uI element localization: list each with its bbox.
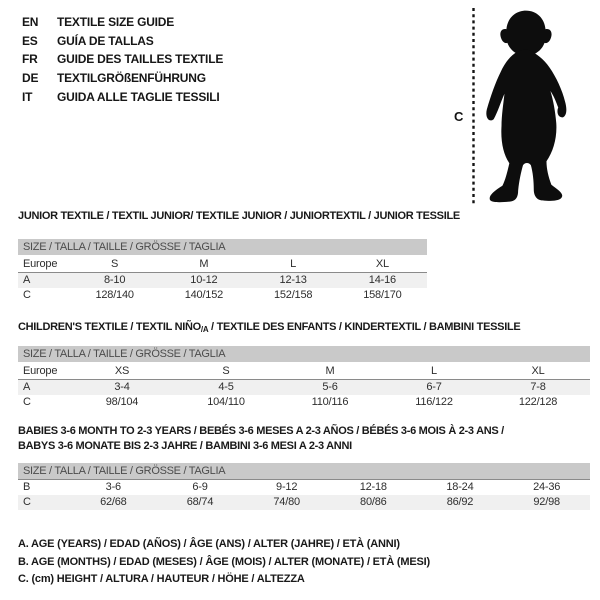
language-label: GUIDE DES TAILLES TEXTILE <box>57 52 224 67</box>
table-row <box>18 480 590 496</box>
table-cell: 12-18 <box>359 481 387 493</box>
toddler-silhouette-icon <box>480 7 568 204</box>
table-cell: 152/158 <box>273 289 313 301</box>
row-label: A <box>18 273 70 289</box>
table-row <box>18 395 590 410</box>
table-row <box>18 288 427 303</box>
language-row-en <box>22 13 223 32</box>
language-label: GUÍA DE TALLAS <box>57 33 154 48</box>
table-cell: 86/92 <box>417 495 504 510</box>
babies-size-table <box>18 463 590 510</box>
table-cell: M <box>278 363 382 380</box>
language-code: EN <box>22 15 39 30</box>
table-cell: M <box>159 256 248 273</box>
language-row-de <box>22 69 223 88</box>
table-cell: 8-10 <box>70 273 159 289</box>
row-label: C <box>18 495 70 510</box>
legend-notes <box>18 536 430 589</box>
table-cell: 80/86 <box>330 495 417 510</box>
table-cell: 128/140 <box>95 289 134 301</box>
table-cell: 10-12 <box>159 273 248 289</box>
row-label: Europe <box>18 363 70 380</box>
language-code: ES <box>22 33 38 48</box>
row-label: C <box>23 289 31 301</box>
table-cell: XL <box>338 256 427 273</box>
table-cell: 14-16 <box>338 273 427 289</box>
table-cell: L <box>382 363 486 380</box>
table-row <box>18 256 427 273</box>
table-cell: 7-8 <box>486 380 590 396</box>
language-code: IT <box>22 89 33 104</box>
row-label: A <box>18 380 70 396</box>
table-row <box>18 363 590 380</box>
table-cell: 122/128 <box>518 396 558 408</box>
table-cell: 5-6 <box>278 380 382 396</box>
babies-section-title <box>18 424 596 454</box>
table-cell: 92/98 <box>503 495 590 510</box>
language-label: TEXTILGRÖßENFÜHRUNG <box>57 71 206 86</box>
table-cell: XL <box>486 363 590 380</box>
note-height-cm: C. (cm) HEIGHT / ALTURA / HAUTEUR / HÖHE / ALTEZZA <box>18 573 305 586</box>
table-cell: 74/80 <box>243 495 330 510</box>
language-row-es <box>22 32 223 51</box>
language-label: TEXTILE SIZE GUIDE <box>57 15 175 30</box>
table-cell: 6-9 <box>192 481 208 493</box>
table-cell: 140/152 <box>184 289 224 301</box>
table-cell: S <box>70 256 159 273</box>
size-header-bar: SIZE / TALLA / TAILLE / GRÖSSE / TAGLIA <box>18 239 427 256</box>
table-cell: S <box>174 363 278 380</box>
language-code: FR <box>22 52 38 67</box>
children-section-title <box>18 321 520 334</box>
table-cell: 98/104 <box>105 396 139 408</box>
table-cell: 62/68 <box>70 495 157 510</box>
table-cell: 18-24 <box>446 481 474 493</box>
row-label: Europe <box>18 256 70 273</box>
row-label: B <box>23 481 31 493</box>
table-cell: L <box>249 256 338 273</box>
table-cell: XS <box>70 363 174 380</box>
title-part: / TEXTILE DES ENFANTS / KINDERTEXTIL / BAMBINI TESSILE <box>208 321 521 333</box>
table-cell: 158/170 <box>363 289 402 301</box>
title-part: CHILDREN'S TEXTILE / TEXTIL NIÑO <box>18 321 201 333</box>
table-cell: 9-12 <box>276 481 298 493</box>
table-cell: 110/116 <box>311 396 349 408</box>
table-row <box>18 495 590 510</box>
junior-section-title: JUNIOR TEXTILE / TEXTIL JUNIOR/ TEXTILE JUNIOR / JUNIORTEXTIL / JUNIOR TESSILE <box>18 210 460 222</box>
size-header-bar: SIZE / TALLA / TAILLE / GRÖSSE / TAGLIA <box>18 346 590 363</box>
note-age-months: B. AGE (MONTHS) / EDAD (MESES) / ÂGE (MOIS) / ALTER (MONATE) / ETÀ (MESI) <box>18 555 430 568</box>
table-cell: 12-13 <box>249 273 338 289</box>
note-age-years: A. AGE (YEARS) / EDAD (AÑOS) / ÂGE (ANS) / ALTER (JAHRE) / ETÀ (ANNI) <box>18 538 400 550</box>
table-cell: 3-6 <box>105 481 121 493</box>
language-label: GUIDA ALLE TAGLIE TESSILI <box>57 89 220 104</box>
table-cell: 68/74 <box>157 495 244 510</box>
table-row <box>18 380 590 396</box>
language-row-fr <box>22 50 223 69</box>
title-line: BABIES 3-6 MONTH TO 2-3 YEARS / BEBÉS 3-6 MESES A 2-3 AÑOS / BÉBÉS 3-6 MOIS À 2-3 ANS / <box>18 425 504 437</box>
language-title-list <box>22 13 223 106</box>
title-subscript: /A <box>200 325 209 334</box>
size-header-bar: SIZE / TALLA / TAILLE / GRÖSSE / TAGLIA <box>18 463 590 480</box>
table-cell: 6-7 <box>382 380 486 396</box>
height-label: C <box>454 109 464 124</box>
table-cell: 3-4 <box>70 380 174 396</box>
table-row <box>18 273 427 289</box>
row-label: C <box>23 396 31 408</box>
junior-size-table <box>18 239 427 303</box>
children-size-table <box>18 346 590 410</box>
height-measure-dashed-line <box>471 8 476 206</box>
table-cell: 116/122 <box>415 396 453 408</box>
language-row-it <box>22 87 223 106</box>
language-code: DE <box>22 71 39 86</box>
title-line: BABYS 3-6 MONATE BIS 2-3 JAHRE / BAMBINI 3-6 MESI A 2-3 ANNI <box>18 440 352 452</box>
table-cell: 104/110 <box>207 396 245 408</box>
table-cell: 4-5 <box>174 380 278 396</box>
table-cell: 24-36 <box>533 481 561 493</box>
